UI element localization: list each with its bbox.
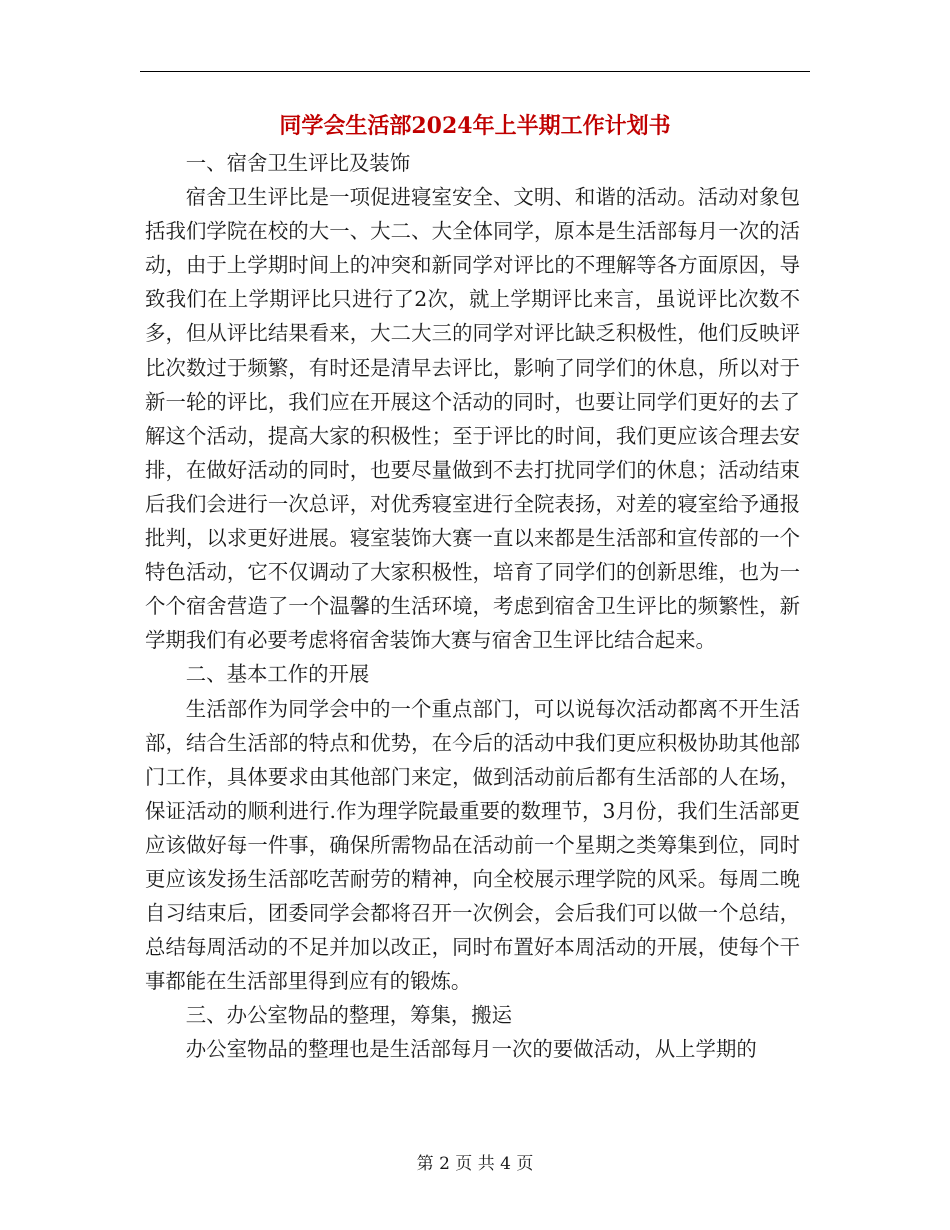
document-body (145, 146, 800, 1067)
body-paragraph-3: 办公室物品的整理也是生活部每月一次的要做活动，从上学期的 (185, 1037, 757, 1062)
header-rule (140, 71, 810, 72)
section-heading-3: 三、办公室物品的整理，筹集，搬运 (185, 1003, 513, 1028)
body-paragraph-2: 生活部作为同学会中的一个重点部门，可以说每次活动都离不开生活部，结合生活部的特点和优势，在今后的活动中我们更应积极协助其他部门工作，具体要求由其他部门来定，做到活动前后都有生活部的人在场，保证活动的顺利进行.作为理学院最重要的数理节，3月份，我们生活部更应该做好每一件事，确保所需物品在活动前一个星期之类筹集到位，同时更应该发扬生活部吃苦耐劳的精神，向全校展示理学院的风采。每周二晚自习结束后，团委同学会都将召开一次例会，会后我们可以做一个总结，总结每周活动的不足并加以改正，同时布置好本周活动的开展，使每个干事都能在生活部里得到应有的锻炼。 (145, 696, 800, 994)
section-heading-1: 一、宿舍卫生评比及装饰 (185, 151, 411, 175)
section-heading-2: 二、基本工作的开展 (185, 662, 370, 687)
body-paragraph-1: 宿舍卫生评比是一项促进寝室安全、文明、和谐的活动。活动对象包括我们学院在校的大一、大二、大全体同学，原本是生活部每月一次的活动，由于上学期时间上的冲突和新同学对评比的不理解等各方面原因，导致我们在上学期评比只进行了2次，就上学期评比来言，虽说评比次数不多，但从评比结果看来，大二大三的同学对评比缺乏积极性，他们反映评比次数过于频繁，有时还是清早去评比，影响了同学们的休息，所以对于新一轮的评比，我们应在开展这个活动的同时，也要让同学们更好的去了解这个活动，提高大家的积极性；至于评比的时间，我们更应该合理去安排，在做好活动的同时，也要尽量做到不去打扰同学们的休息；活动结束后我们会进行一次总评，对优秀寝室进行全院表扬，对差的寝室给予通报批判，以求更好进展。寝室装饰大赛一直以来都是生活部和宣传部的一个特色活动，它不仅调动了大家积极性，培育了同学们的创新思维，也为一个个宿舍营造了一个温馨的生活环境，考虑到宿舍卫生评比的频繁性，新学期我们有必要考虑将宿舍装饰大赛与宿舍卫生评比结合起来。 (145, 185, 800, 653)
document-title: 同学会生活部2024年上半期工作计划书 (279, 113, 671, 139)
page-footer: 第 2 页 共 4 页 (416, 1154, 534, 1174)
